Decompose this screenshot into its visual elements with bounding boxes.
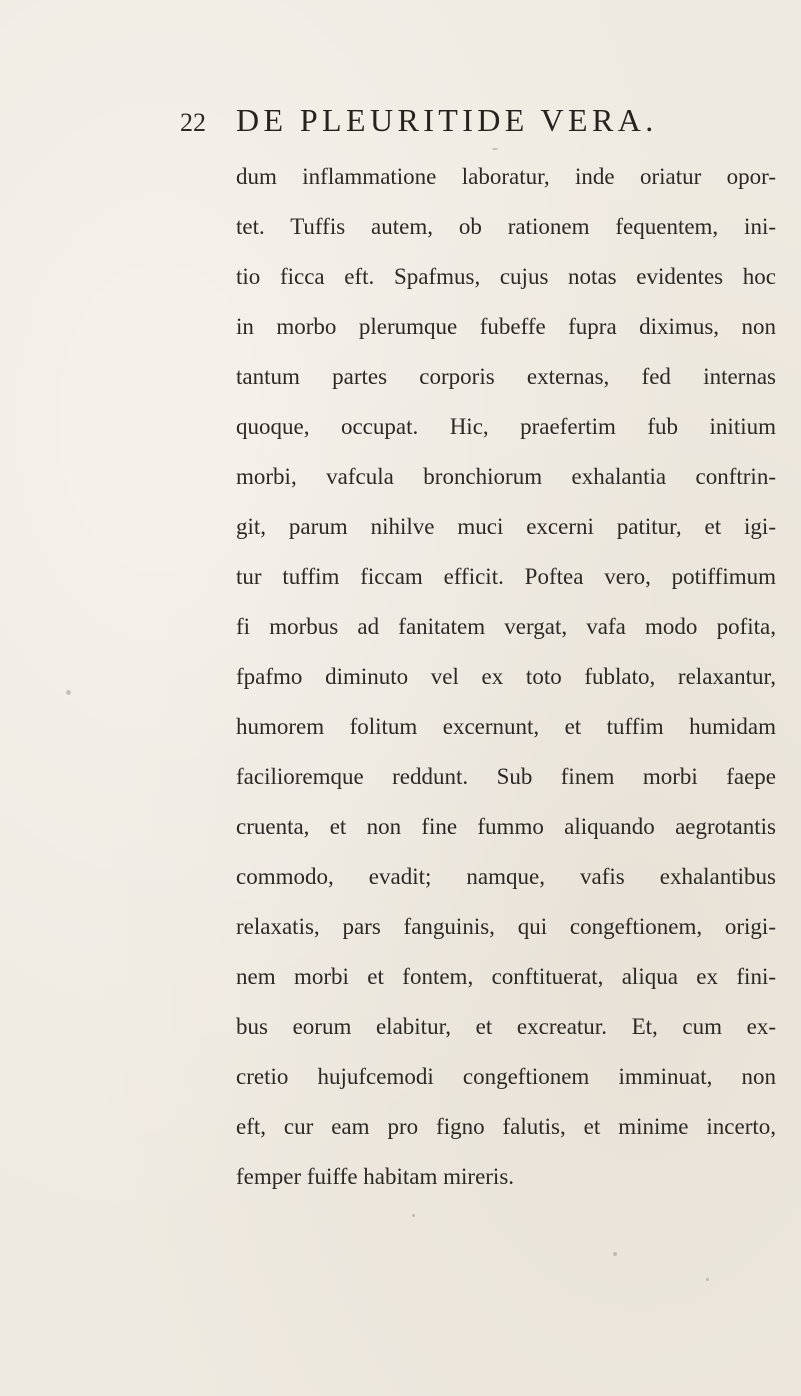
- text-line: in morbo plerumque fubeffe fupra diximus, non: [236, 314, 776, 339]
- text-line: git, parum nihilve muci excerni patitur, et igi-: [236, 514, 776, 539]
- text-line: tantum partes corporis externas, fed internas: [236, 364, 776, 389]
- paper-speck: [492, 148, 498, 150]
- text-line: cretio hujufcemodi congeftionem imminuat, non: [236, 1064, 776, 1089]
- paper-speck: [412, 1214, 415, 1217]
- text-line: tet. Tuffis autem, ob rationem fequentem, ini-: [236, 214, 776, 239]
- text-line: dum inflammatione laboratur, inde oriatur opor-: [236, 164, 776, 189]
- text-line: femper fuiffe habitam mireris.: [236, 1164, 515, 1189]
- text-line: nem morbi et fontem, conftituerat, aliqua ex fini-: [236, 964, 776, 989]
- text-line: tur tuffim ficcam efficit. Poftea vero, potiffimum: [236, 564, 776, 589]
- text-line: morbi, vafcula bronchiorum exhalantia conftrin-: [236, 464, 776, 489]
- text-line: commodo, evadit; namque, vafis exhalantibus: [236, 864, 776, 889]
- body-text: [236, 152, 776, 1202]
- text-line: relaxatis, pars fanguinis, qui congeftionem, origi-: [236, 914, 776, 939]
- text-line: facilioremque reddunt. Sub finem morbi faepe: [236, 764, 776, 789]
- running-head: [180, 102, 740, 142]
- text-line: humorem folitum excernunt, et tuffim humidam: [236, 714, 776, 739]
- text-line: tio ficca eft. Spafmus, cujus notas evidentes hoc: [236, 264, 776, 289]
- running-head-title: DE PLEURITIDE VERA.: [236, 102, 658, 138]
- text-line: quoque, occupat. Hic, praefertim fub initium: [236, 414, 776, 439]
- paper-speck: [706, 1278, 709, 1281]
- paper-speck: [613, 1252, 617, 1256]
- paper-speck: [66, 690, 71, 695]
- page-number: 22: [180, 108, 206, 137]
- text-line: bus eorum elabitur, et excreatur. Et, cum ex-: [236, 1014, 776, 1039]
- text-line: fi morbus ad fanitatem vergat, vafa modo pofita,: [236, 614, 776, 639]
- text-line: fpafmo diminuto vel ex toto fublato, relaxantur,: [236, 664, 776, 689]
- text-line: cruenta, et non fine fummo aliquando aegrotantis: [236, 814, 776, 839]
- text-line: eft, cur eam pro figno falutis, et minime incerto,: [236, 1114, 776, 1139]
